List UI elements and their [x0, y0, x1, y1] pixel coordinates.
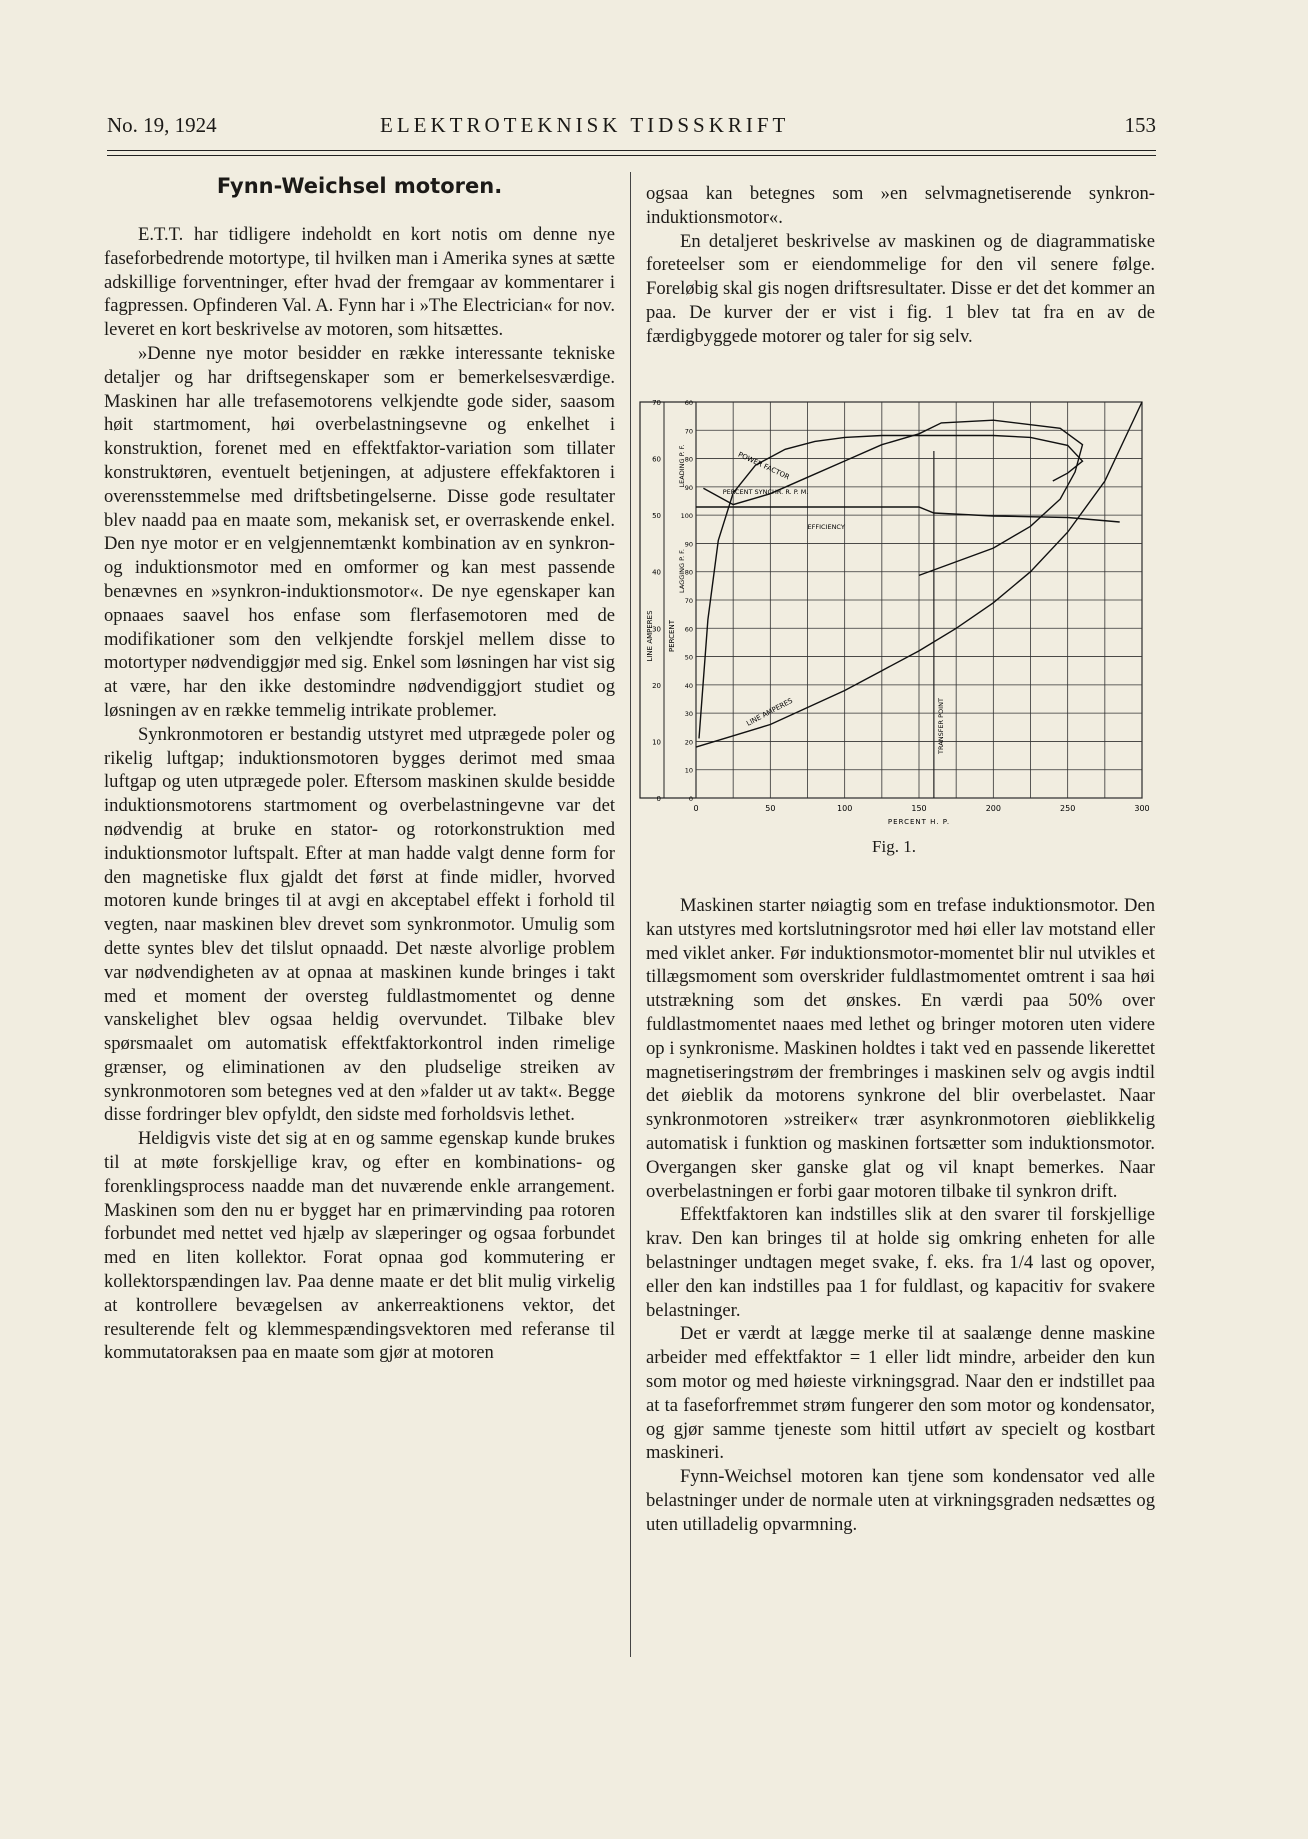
y-tick-label-amperes: 30 — [652, 625, 661, 634]
right-column-bottom — [646, 894, 1155, 1537]
y-tick-label-percent: 70 — [684, 597, 693, 605]
y-tick-label-amperes: 0 — [656, 795, 661, 803]
lagging-pf-label: LAGGING P. F. — [678, 549, 686, 593]
paragraph: En detaljeret beskrivelse av maskinen og de diagrammatiske foreteelser som er eiendommelige for den vil senere følge. Foreløbig skal gis nogen driftsresultater. Disse er det det kommer an paa. De kurver der er vist i fig. 1 blev tat fra en av de færdigbyggede motorer og taler for sig selv. — [646, 230, 1155, 347]
paragraph: Synkronmotoren er bestandig utstyret med utprægede poler og rikelig luftgap; induktionsmotoren bygges derimot med smaa luftgap og uten utprægede poler. Eftersom maskinen skulde besidde induktionsmotorens startmoment og overbelastningevne var det nødvendig at bruke en stator- og rotorkonstruktion med induktionsmotor luftspalt. Efter at man hadde valgt denne form for den magnetiske flux gjaldt det først at finde midler, hvorved motoren kunde bringes til at avgi en akceptabel effekt i forhold til vegten, naar maskinen blev drevet som synkronmotor. Umulig som dette syntes blev det tilslut opnaadd. Det næste alvorlige problem var nødvendigheten av at opnaa at maskinen kunde bringes i takt med et moment der oversteg fuldlastmomentet og denne vanskelighet blev ogsaa heldig overvundet. Tilbake blev spørsmaalet om automatisk effektfaktorkontrol inden rimelige grænser, og eliminationen av den pludselige streiken av synkronmotoren som betegnes ved at den »falder ut av takt«. Begge disse fordringer blev opfyldt, den sidste med forholdsvis lethet. — [104, 723, 615, 1126]
paragraph: E.T.T. har tidligere indeholdt en kort notis om denne nye faseforbedrende motortype, til hvilken man i Amerika synes at sætte adskillige forventninger, efter hvad der fremgaar av kommentarer i fagpressen. Opfinderen Val. A. Fynn har i »The Electrician« for nov. leveret en kort beskrivelse av motoren, som hitsættes. — [104, 224, 615, 341]
chart-svg — [634, 396, 1154, 826]
paragraph: Det er værdt at lægge merke til at saalænge denne maskine arbeider med effektfaktor = 1 eller lidt mindre, arbeider den kun som motor og med høieste virkningsgrad. Naar den er indstillet paa at ta faseforfremmet strøm fungerer den som motor og kondensator, og gjør samme tjeneste som hittil utført av specielt og kostbart maskineri. — [646, 1323, 1155, 1464]
y-tick-label-percent: 0 — [688, 795, 693, 803]
figure-chart — [634, 396, 1154, 826]
x-tick-label: 50 — [765, 804, 776, 813]
label-efficiency: EFFICIENCY — [807, 523, 845, 531]
x-tick-label: 150 — [911, 804, 927, 813]
y-tick-label-percent: 80 — [684, 455, 693, 464]
y-tick-label-percent: 20 — [684, 738, 693, 747]
y-tick-label-amperes: 10 — [652, 738, 661, 747]
column-divider — [630, 172, 631, 1657]
y-tick-label-amperes: 20 — [652, 681, 661, 690]
series-synchr-rpm — [696, 507, 1120, 522]
header-rule-thin — [107, 155, 1156, 156]
y-tick-label-amperes: 70 — [652, 399, 661, 407]
x-tick-label: 250 — [1060, 804, 1076, 813]
page-number: 153 — [1124, 113, 1156, 137]
paragraph: Heldigvis viste det sig at en og samme egenskap kunde brukes til at møte forskjellige krav, og efter en kombinations- og forenklingsprocess naadde man det nuværende enkle arrangement. Maskinen som den nu er bygget har en primærvinding paa rotoren forbundet med nettet ved hjælp av slæperinger og ogsaa forbundet med en liten kollektor. Forat opnaa god kommutering er kollektorspændingen lav. Paa denne maate er det blit mulig virkelig at kontrollere bevægelsen av ankerreaktionens vektor, det resulterende felt og klemmespændingsvektoren med referanse til kommutatoraksen paa en maate som gjør at motoren — [104, 1128, 615, 1364]
x-tick-label: 300 — [1134, 804, 1150, 813]
y-tick-label-amperes: 50 — [652, 512, 661, 521]
article-title: Fynn-Weichsel motoren. — [216, 174, 503, 198]
label-synchr-rpm-left: PERCENT SYNCHR. R. P. M. — [722, 488, 809, 496]
y-tick-label-percent: 70 — [684, 427, 693, 436]
y-tick-label-percent: 60 — [684, 399, 693, 407]
y-tick-label-percent: 90 — [684, 540, 693, 549]
y-tick-label-percent: 50 — [684, 653, 693, 662]
y-tick-label-percent: 30 — [684, 710, 693, 719]
figure-caption: Fig. 1. — [872, 837, 916, 856]
y-tick-label-percent: 80 — [684, 568, 693, 577]
series-power-factor — [703, 420, 1082, 575]
y-tick-label-percent: 40 — [684, 681, 693, 690]
running-header — [107, 113, 1156, 147]
left-column — [104, 223, 615, 1365]
paragraph: Effektfaktoren kan indstilles slik at den svarer til forskjellige krav. Den kan bringes til at holde sig omkring enheten for alle belastninger undtagen meget svake, f. eks. fra 1/4 last og opover, eller den kan indstilles paa 1 for fuldlast, og kapacitiv for svakere belastninger. — [646, 1204, 1155, 1321]
x-tick-label: 100 — [837, 804, 853, 813]
series-efficiency — [699, 436, 1083, 739]
leading-pf-label: LEADING P. F. — [678, 444, 686, 488]
paragraph: ogsaa kan betegnes som »en selvmagnetiserende synkron-induktionsmotor«. — [646, 183, 1155, 228]
paragraph: »Denne nye motor besidder en række interessante tekniske detaljer og har driftsegenskaper som er bemerkelsesværdige. Maskinen har alle trefasemotorens velkjendte gode sider, saasom høit startmoment, høi overbelastningsevne og enkelhet i konstruktion, forenet med en effektfaktor-variation som tillater konstruktøren, eventuelt betjeningen, at adjustere effekfaktoren i overensstemmelse med driftsbetingelserne. Disse gode resultater blev naadd paa en maate som, mekanisk set, er overraskende enkel. Den nye motor er en velgjennemtænkt kombination av en synkron- og induktionsmotor med en omformer og kan mest passende benævnes en »synkron-induktionsmotor«. De nye egenskaper kan opnaaes saavel hos enfase som flerfasemotoren med de modifikationer som den velkjendte forskjel mellem disse to motortyper nødvendiggjør med sig. Enkel som løsningen har vist sig at være, har den ikke destomindre nødvendiggjort studiet og løsningen av en række temmelig intrikate problemer. — [104, 342, 615, 721]
x-tick-label: 0 — [693, 804, 699, 813]
y-tick-label-percent: 100 — [680, 512, 693, 521]
paragraph: Maskinen starter nøiagtig som en trefase induktionsmotor. Den kan utstyres med kortslutningsrotor med høi eller lav motstand eller med viklet anker. Før induktionsmotor-momentet blir nul utvikles et tillægsmoment som overskrider fuldlastmomentet omtrent i saa høi utstrækning som det ønskes. En værdi paa 50% over fuldlastmomentet naaes med lethet og bringer motoren uten videre op i synkronisme. Maskinen holdtes i takt ved en passende likerettet magnetiseringstrøm der frembringes i maskinen selv og avgis indtil det øieblik da motorens synkrone del blir overbelastet. Naar synkronmotoren »streiker« trær asynkronmotoren øieblikkelig automatisk i funktion og maskinen fortsætter som induktionsmotor. Overgangen sker ganske glat og vil knapt bemerkes. Naar overbelastningen er forbi gaar motoren tilbake til synkron drift. — [646, 895, 1155, 1202]
y-axis-label-percent: PERCENT — [668, 620, 676, 652]
y-tick-label-amperes: 60 — [652, 455, 661, 464]
label-line-amperes: LINE AMPERES — [745, 696, 795, 728]
right-column-top — [646, 182, 1155, 349]
y-tick-label-amperes: 40 — [652, 568, 661, 577]
y-axis-label-amperes: LINE AMPERES — [646, 610, 654, 662]
label-power-factor: POWER FACTOR — [736, 450, 791, 482]
transfer-point-label: TRANSFER POINT — [936, 698, 945, 754]
header-rule — [107, 150, 1156, 151]
x-tick-label: 200 — [985, 804, 1001, 813]
y-tick-label-percent: 10 — [684, 766, 693, 775]
y-tick-label-percent: 60 — [684, 625, 693, 634]
journal-title: ELEKTROTEKNISK TIDSSKRIFT — [380, 113, 790, 137]
paragraph: Fynn-Weichsel motoren kan tjene som kondensator ved alle belastninger under de normale uten at virkningsgraden nedsættes og uten utilladelig opvarmning. — [646, 1466, 1155, 1535]
x-axis-label: PERCENT H. P. — [887, 818, 951, 826]
y-tick-label-percent: 90 — [684, 483, 693, 492]
issue-number: No. 19, 1924 — [107, 113, 217, 137]
